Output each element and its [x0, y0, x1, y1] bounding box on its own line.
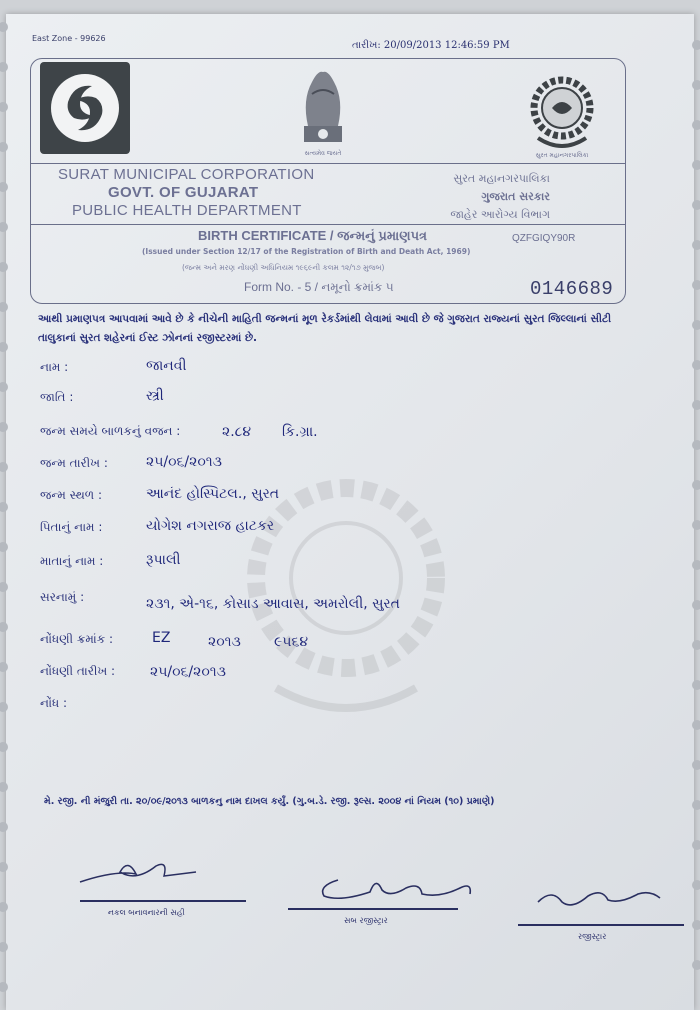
gear-seal-icon: [524, 72, 600, 152]
name-value: જાનવી: [146, 358, 187, 374]
punch-hole: [0, 462, 8, 472]
birth-place-value: આનંદ હોસ્પિટલ., સુરત: [146, 486, 280, 502]
punch-hole: [692, 160, 700, 170]
punch-hole: [0, 542, 8, 552]
weight-unit: કિ.ગ્રા.: [282, 424, 318, 440]
issued-under-text-gu: (જન્મ અને મરણ નોંધણી અધિનિયમ ૧૯૬૯ની કલમ ૧૨/૧૭ મુજબ): [182, 263, 385, 272]
punch-hole: [692, 680, 700, 690]
registration-date-label: નોંધણી તારીખ :: [40, 664, 116, 678]
punch-hole: [692, 600, 700, 610]
punch-hole: [692, 560, 700, 570]
sex-value: સ્ત્રી: [146, 388, 164, 404]
punch-hole: [692, 120, 700, 130]
punch-hole: [692, 440, 700, 450]
registrar-note: મે. રજી. ની મંજુરી તા. ૨૦/૦૯/૨૦૧૩ બાળકનુ નામ દાખલ કર્યું. (ગુ.બ.ડે. રજી. રૂલ્સ. ૨૦૦૪ નાં નિયમ (૧૦) પ્રમાણે): [44, 796, 495, 807]
punch-hole: [692, 200, 700, 210]
right-punch-holes: [686, 0, 700, 1010]
certificate-code: QZFGIQY90R: [512, 233, 576, 244]
punch-hole: [692, 880, 700, 890]
signature-line-right: [518, 924, 684, 926]
punch-hole: [0, 662, 8, 672]
punch-hole: [0, 502, 8, 512]
divider-line: [30, 224, 626, 225]
punch-hole: [0, 902, 8, 912]
signature-line-middle: [288, 908, 458, 910]
punch-hole: [0, 342, 8, 352]
signature-line-left: [80, 900, 246, 902]
punch-hole: [692, 240, 700, 250]
punch-hole: [692, 360, 700, 370]
father-name-value: યોગેશ નગરાજ હાટકર: [146, 518, 275, 534]
father-name-label: પિતાનું નામ :: [40, 520, 103, 534]
punch-hole: [0, 422, 8, 432]
registration-date-value: ૨૫/૦૬/૨૦૧૩: [150, 664, 226, 680]
seal-caption: સુરત મહાનગરપાલિકા: [535, 152, 589, 159]
weight-value: ૨.૮૪: [222, 424, 252, 440]
punch-hole: [0, 62, 8, 72]
punch-hole: [0, 742, 8, 752]
corporation-name-gu: સુરત મહાનગરપાલિકા: [453, 172, 550, 185]
punch-hole: [692, 80, 700, 90]
punch-hole: [692, 760, 700, 770]
registrar-label: રજીસ્ટ્રાર: [578, 932, 607, 941]
dob-label: જન્મ તારીખ :: [40, 456, 108, 470]
emblem-caption: સત્યમેવ જયતે: [304, 150, 342, 157]
mother-name-value: રૂપાલી: [146, 552, 181, 568]
punch-hole: [692, 480, 700, 490]
punch-hole: [0, 222, 8, 232]
punch-hole: [0, 782, 8, 792]
punch-hole: [692, 40, 700, 50]
address-label: સરનામું :: [40, 590, 85, 604]
smc-logo-icon: [40, 62, 130, 154]
punch-hole: [0, 262, 8, 272]
name-label: નામ :: [40, 360, 69, 374]
watermark-seal-icon: [236, 468, 456, 718]
punch-hole: [692, 640, 700, 650]
punch-hole: [0, 702, 8, 712]
mother-name-label: માતાનું નામ :: [40, 554, 104, 568]
govt-name-gu: ગુજરાત સરકાર: [481, 190, 550, 203]
punch-hole: [0, 382, 8, 392]
punch-hole: [692, 520, 700, 530]
zone-code: East Zone - 99626: [32, 34, 106, 43]
punch-hole: [0, 982, 8, 992]
punch-hole: [0, 102, 8, 112]
printed-label: તારીખ: [352, 40, 378, 51]
punch-hole: [0, 822, 8, 832]
smc-logo: [40, 62, 130, 154]
copier-signature-label: નકલ બનાવનારની સહી: [108, 908, 185, 917]
corporation-seal: [524, 72, 600, 164]
left-punch-holes: [0, 0, 14, 1010]
national-emblem: [288, 64, 358, 162]
punch-hole: [0, 582, 8, 592]
copier-signature-icon: [76, 852, 246, 892]
punch-hole: [692, 720, 700, 730]
punch-hole: [692, 320, 700, 330]
punch-hole: [0, 142, 8, 152]
punch-hole: [692, 840, 700, 850]
punch-hole: [692, 280, 700, 290]
sub-registrar-label: સબ રજીસ્ટ્રાર: [344, 916, 388, 925]
dob-value: ૨૫/૦૬/૨૦૧૩: [146, 454, 222, 470]
punch-hole: [0, 622, 8, 632]
punch-hole: [0, 302, 8, 312]
ashoka-emblem-icon: [288, 64, 358, 162]
punch-hole: [692, 960, 700, 970]
punch-hole: [692, 400, 700, 410]
punch-hole: [692, 920, 700, 930]
printed-datetime: તારીખ: 20/09/2013 12:46:59 PM: [352, 40, 510, 51]
punch-hole: [0, 22, 8, 32]
punch-hole: [692, 800, 700, 810]
printed-datetime-value: 20/09/2013 12:46:59 PM: [383, 40, 510, 51]
intro-text-line1: આથી પ્રમાણપત્ર આપવામાં આવે છે કે નીચેની માહિતી જન્મનાં મૂળ રેકર્ડમાંથી લેવામાં આવી છે જે ગુજરાત રાજ્યનાં સુરત જિલ્લાનાં સીટી: [38, 313, 612, 325]
registrar-signature-icon: [532, 882, 672, 916]
punch-hole: [0, 862, 8, 872]
remarks-label: નોંધ :: [40, 696, 67, 710]
issued-under-text: (Issued under Section 12/17 of the Registration of Birth and Death Act, 1969): [142, 247, 471, 256]
sex-label: જાતિ :: [40, 390, 74, 404]
govt-name-en: GOVT. OF GUJARAT: [108, 184, 259, 201]
address-value: ૨૩૧, એ-૧૬, કોસાડ આવાસ, અમરોલી, સુરત: [146, 596, 400, 612]
dept-name-en: PUBLIC HEALTH DEPARTMENT: [72, 202, 302, 219]
sub-registrar-signature-icon: [310, 868, 480, 908]
corporation-name-en: SURAT MUNICIPAL CORPORATION: [58, 166, 315, 183]
punch-hole: [0, 942, 8, 952]
serial-number: 0146689: [530, 278, 614, 300]
registration-year: ૨૦૧૩: [208, 634, 241, 650]
punch-hole: [0, 182, 8, 192]
registration-prefix: EZ: [152, 630, 171, 646]
registration-number-label: નોંધણી ક્રમાંક :: [40, 632, 114, 646]
birth-place-label: જન્મ સ્થળ :: [40, 488, 103, 502]
form-number: Form No. - 5 / નમૂનો ક્રમાંક ૫: [244, 280, 394, 294]
dept-name-gu: જાહેર આરોગ્ય વિભાગ: [450, 208, 550, 221]
certificate-title: BIRTH CERTIFICATE / જન્મનું પ્રમાણપત્ર: [198, 228, 427, 243]
registration-serial: ૯૫૬૪: [274, 634, 309, 650]
intro-text-line2: તાલુકાનાં સુરત શહેરનાં ઈસ્ટ ઝોનનાં રજીસ્ટરમાં છે.: [38, 332, 258, 344]
weight-label: જન્મ સમયે બાળકનું વજન :: [40, 424, 181, 438]
